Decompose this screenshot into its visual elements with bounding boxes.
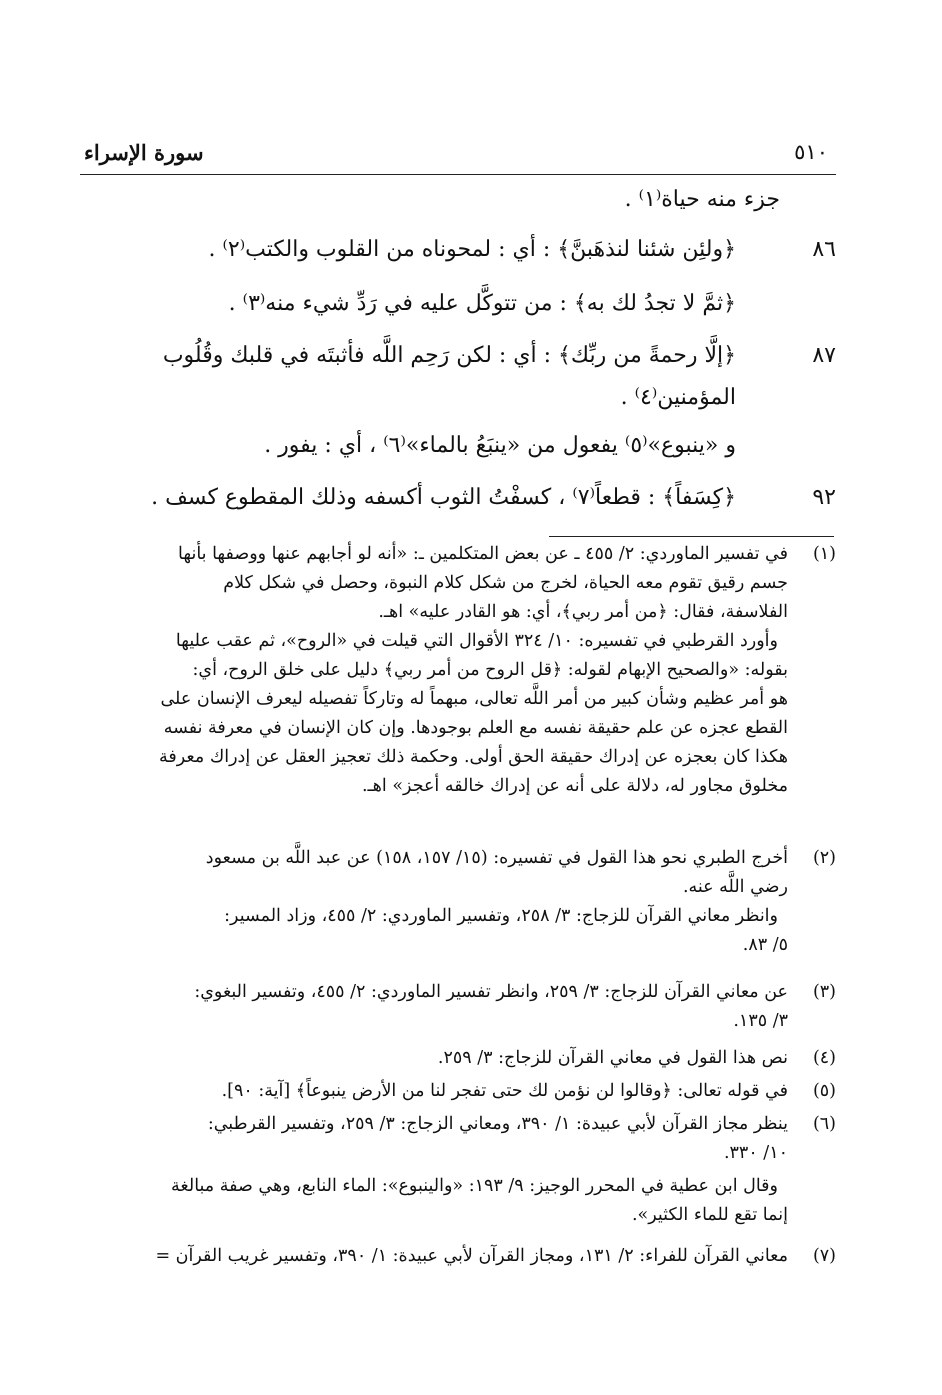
verse-text: و «ينبوع»⁽٥⁾ يفعول من «ينبَعُ بالماء»⁽٦⁾ ، أي : يفور . bbox=[264, 433, 736, 458]
footnote-number: (١) bbox=[812, 544, 836, 564]
footnote-text: ٥/ ٨٣. bbox=[742, 935, 788, 955]
footnote-text: ينظر مجاز القرآن لأبي عبيدة: ١/ ٣٩٠، ومعاني الزجاج: ٣/ ٢٥٩، وتفسير القرطبي: bbox=[207, 1114, 788, 1134]
page-number: ٥١٠ bbox=[794, 140, 828, 164]
verse-text: ﴿ولئِن شئنا لنذهَبنَّ﴾ : أي : لمحوناه من القلوب والكتب⁽٢⁾ . bbox=[208, 237, 736, 262]
footnote-text: نص هذا القول في معاني القرآن للزجاج: ٣/ ٢٥٩. bbox=[437, 1048, 788, 1068]
footnote-number: (٦) bbox=[812, 1114, 836, 1134]
footnote-text: جسم رقيق تقوم معه الحياة، لخرج من شكل كلام النبوة، وحصل في شكل كلام bbox=[223, 573, 788, 593]
footnote-text: ٣/ ١٣٥. bbox=[733, 1011, 788, 1031]
footnote-text: معاني القرآن للفراء: ٢/ ١٣١، ومجاز القرآن لأبي عبيدة: ١/ ٣٩٠، وتفسير غريب القرآن = bbox=[155, 1246, 788, 1266]
footnote-text: رضي اللَّه عنه. bbox=[682, 877, 788, 897]
footnote-text: في قوله تعالى: ﴿وقالوا لن نؤمن لك حتى تفجر لنا من الأرض ينبوعاً﴾ [آية: ٩٠]. bbox=[221, 1081, 788, 1101]
footnote-text: أخرج الطبري نحو هذا القول في تفسيره: (١٥/ ١٥٧، ١٥٨) عن عبد اللَّه بن مسعود bbox=[205, 848, 788, 868]
footnote-text: عن معاني القرآن للزجاج: ٣/ ٢٥٩، وانظر تفسير الماوردي: ٢/ ٤٥٥، وتفسير البغوي: bbox=[194, 982, 788, 1002]
verse-text: ﴿ثمَّ لا تجدُ لك به﴾ : من تتوكَّل عليه في رَدِّ شيء منه⁽٣⁾ . bbox=[228, 291, 736, 316]
verse-text: ﴿كِسَفاً﴾ : قطعاً⁽٧⁾ ، كسفْتُ الثوب أكسفه وذلك المقطوع كسف . bbox=[151, 485, 736, 510]
footnote-text: وقال ابن عطية في المحرر الوجيز: ٩/ ١٩٣: «والينبوع»: الماء النابع، وهي صفة مبالغة bbox=[171, 1176, 778, 1196]
footnote-text: هو أمر عظيم وشأن كبير من أمر اللَّه تعالى، مبهماً له وتاركاً تفصيله ليعرف الإنسان على bbox=[160, 689, 788, 709]
footnote-separator bbox=[549, 536, 834, 537]
footnote-text: وانظر معاني القرآن للزجاج: ٣/ ٢٥٨، وتفسير الماوردي: ٢/ ٤٥٥، وزاد المسير: bbox=[224, 906, 778, 926]
footnote-text: بقوله: «والصحيح الإبهام لقوله: ﴿قل الروح من أمر ربي﴾ دليل على خلق الروح، أي: bbox=[192, 660, 788, 680]
verse-text: جزء منه حياة⁽١⁾ . bbox=[624, 187, 780, 212]
footnote-text: في تفسير الماوردي: ٢/ ٤٥٥ ـ عن بعض المتكلمين ـ: «أنه لو أجابهم عنها ووصفها بأنها bbox=[178, 544, 788, 564]
footnote-text: القطع عجزه عن علم حقيقة نفسه مع العلم بوجودها. وإن كان الإنسان في معرفة نفسه bbox=[163, 718, 788, 738]
footnote-number: (٤) bbox=[812, 1048, 836, 1068]
footnote-text: مخلوق مجاور له، دلالة على أنه عن إدراك خالقه أعجز» اهـ. bbox=[361, 776, 788, 796]
verse-number: ٨٦ bbox=[812, 237, 836, 262]
sura-title: سورة الإسراء bbox=[84, 140, 204, 165]
footnote-text: وأورد القرطبي في تفسيره: ١٠/ ٣٢٤ الأقوال التي قيلت في «الروح»، ثم عقب عليها bbox=[175, 631, 778, 651]
verse-text: المؤمنين⁽٤⁾ . bbox=[620, 385, 736, 410]
verse-text: ﴿إلَّا رحمةً من ربِّك﴾ : أي : لكن رَحِم اللَّه فأثبتَه في قلبك وقُلُوب bbox=[162, 343, 736, 368]
footnote-number: (٥) bbox=[812, 1081, 836, 1101]
page-header bbox=[80, 140, 836, 175]
footnote-number: (٧) bbox=[812, 1246, 836, 1266]
verse-number: ٨٧ bbox=[812, 343, 836, 368]
footnote-number: (٣) bbox=[812, 982, 836, 1002]
footnote-text: ١٠/ ٣٣٠. bbox=[723, 1143, 788, 1163]
footnote-text: هكذا كان بعجزه عن إدراك حقيقة الحق أولى. وحكمة ذلك تعجيز العقل عن إدراك معرفة bbox=[159, 747, 788, 767]
verse-number: ٩٢ bbox=[812, 485, 836, 510]
footnote-text: الفلاسفة، فقال: ﴿من أمر ربي﴾، أي: هو القادر عليه» اهـ. bbox=[378, 602, 788, 622]
footnote-text: إنما تقع للماء الكثير». bbox=[631, 1205, 788, 1225]
footnote-number: (٢) bbox=[812, 848, 836, 868]
